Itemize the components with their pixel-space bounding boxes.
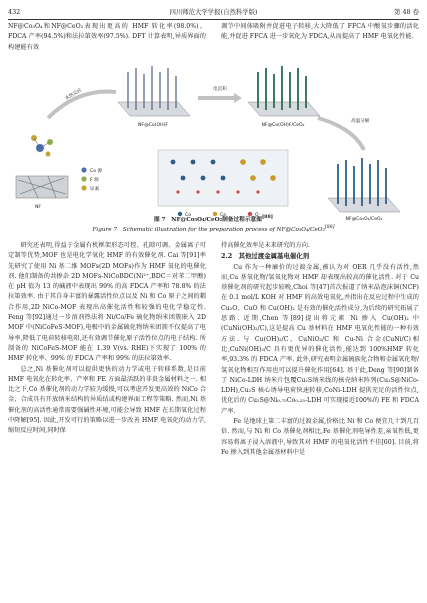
legend-label: Co: [185, 213, 192, 218]
material-label: NF@Co₃O₄/CeO₂: [345, 217, 383, 222]
volume-label: 第 48 卷: [394, 8, 419, 16]
step-label: 水热反应: [64, 88, 83, 102]
nanowire-array-icon: [118, 66, 190, 116]
legend: [81, 167, 102, 192]
top-right-text: [221, 22, 419, 43]
molecule-cluster: [31, 135, 53, 157]
crystal-lattice: [158, 150, 288, 206]
arrow-head: [234, 93, 242, 103]
paragraph: 调节中间体吸附并促进电子转移,大大降低了 FFCA 中酸氧步骤的活化能,并促进 FFCA 进一步氧化为 FDCA,从而提高了 HMF 电氧化性能.: [221, 23, 419, 41]
caption-en: Figure 7 Schematic illustration for the preparation process of NF@Co₃O₄/CeO₂[88]: [92, 225, 335, 234]
material-label: NF@Co(OH)F/CeO₂: [261, 123, 305, 128]
running-header: [8, 6, 419, 18]
page-number: 432: [8, 8, 21, 16]
right-column: [221, 241, 419, 458]
paragraph: 总之,Ni 基催化剂可以提供更快的动力学或电子转移系数,是目前 HMF 电氧化在转化率、产率和 FE 方面最活跃的非贵金属材料之一. 相比之下,Co 基催化剂的动力学较为缓慢,可以考虑开发更高效的 NiCo 合金、合成具有开放纳米结构的异质结或构建界面工程等策略. 然而,Ni 基催化剂的高活性通常需要强碱性环境,可能会导致 HMF 在长期氧化过程中降解[95]. 因此,开发可行的策略以进一步改善 HMF 电氧化的动力学,缩短反应时间,同时保: [8, 365, 206, 435]
paragraph: 持高催化效率是未来研究的方向.: [221, 242, 310, 249]
legend-label: Ce: [220, 213, 227, 218]
caption-zh: 图 7 NF@Co₃O₄/CeO₂制备过程示意图[88]: [153, 215, 274, 223]
left-column: [8, 241, 206, 437]
final-nanowire-icon: [328, 158, 400, 212]
step-label: 电沉积: [213, 87, 227, 92]
legend-marker: [81, 167, 86, 172]
paragraph: Cu 作为一种廉价的过渡金属,被认为对 OER 几乎没有活性,然而,Cu 基氧化物/氢氧化物对 HMF 却表现出较高的催化活性. 对于 Cu 基催化剂的研究起步较晚,Choi 等[47]首次报道了纳米晶泡沫铜(NCF)在 0.1 mol/L KOH 对 HMF 的高效电氧化,并指出在反应过程中生成的 Cu₂O、CuO 和 Cu(OH)₂ 是有效的催化活性成分,为后续的研究拓展了思路. 近期,Chen 等[89]提出将元素 Ni 掺入 Cu(OH)₂ 中(CuNi(OH)₂/C),这是提高 Cu 基材料在 HMF 电氧化性能的一种有效方法. 与 Cu(OH)₂/C、CuNiO₂/C 和 Cu-Ni 合金(CuNi/C)相比,CuNi(OH)₂/C 具有更优异的催化活性,能达到 100%HMF 转化率,93.3% 的 FDCA 产率. 此外,研究表明金属硫族化合物和金属氧化物/氢氧化物相互作用也可以提升催化作用[64]. 基于此,Deng 等[90]制备了 NiCo-LDH 纳米片包覆Cu₂S纳米线的核壳纳米阵列(Cu₂S@NiCo-LDH),Cu₂S 核心诱导电荷快速转移,CoNi-LDH 提供充足的活性位点,优化后的 Cu₂S@Ni₀.₇₅Co₀.₂₅-LDH 可实现接近100%的 FE 和 FDCA 产率.: [221, 263, 419, 415]
coated-nanowire-icon: [248, 66, 320, 116]
material-label: NF@Co(OH)F: [138, 123, 168, 128]
paragraph: Fe 是地球上第二丰富的过渡金属,价格比 Ni 和 Co 便宜几十到几百倍. 然而,与 Ni 和 Co 基催化剂相比,Fe 基催化剂电导性差,亲氧性低,更容易将离子浸入溶液中,导致其对 HMF 的电氧化活性不佳[60]. 目前,将 Fe 掺入到其他金属基材料中是: [221, 418, 419, 456]
arrow-icon: [48, 92, 116, 118]
step-label: 高温分解: [351, 119, 370, 124]
top-left-text: [8, 22, 206, 53]
figure-caption: [8, 214, 419, 235]
legend-label: F 源: [90, 178, 99, 183]
legend-label: O: [255, 213, 259, 218]
legend-marker: [81, 176, 86, 181]
legend-marker: [81, 185, 86, 190]
nf-foam-icon: [16, 176, 68, 198]
section-title: 2.2 其他过渡金属基电催化剂: [221, 252, 310, 261]
schematic-diagram: [8, 58, 419, 223]
legend-label: 尿素: [90, 187, 100, 192]
legend-label: Co 源: [90, 169, 103, 174]
header-rule: [8, 19, 419, 20]
journal-title: 四川师范大学学报(自然科学版): [169, 8, 258, 16]
figure-7: [8, 58, 419, 223]
nf-label: NF: [34, 205, 42, 210]
paragraph: 研究还表明,得益于金属有机框架形态可控、孔隙可调、金属离子可定制等优势,MOF 也是电化学氧化 HMF 的有效催化剂. Cai 等[91]率先研究了使用 Ni 基二维 MOFs(2D MOFs)作为 HMF 氧化的电催化剂. 他们制备的共掺杂 2D MOFs-NiCoBDC(Ni²⁺,BDC＝对苯二甲酸)在 pH 值为 13 的碱液中表现出 99% 的高 FDCA 产率和 78.8% 的法拉第效率. 由于其自身丰富的暴露活性位点以及 Ni 和 Co 原子之间的耦合作用,2D NiCo-MOF 表现出高催化活性和较强的电化学稳定性. Feng 等[92]通过一步溶剂热法将 Ni/Co/Fe 硫化物纳米团簇嵌入 2D MOF 中(NiCoFeS-MOF),电极中的金属硫化物纳米团簇不仅提高了电导率,降低了电荷转移电阻,还有效调节催化原子活性位点的电子结构. 所制备的 NiCoFeS-MOF 能在 1.39 V(vs. RHE)下实现了 100% 的 HMF 转化率、99% 的 FDCA 产率和 99% 的法拉第效率.: [8, 242, 206, 363]
paragraph: NF@Co₃O₄和NF@CeO₂表现出更高的 HMF 转化率(98.0%)、FDCA 产率(94.5%)和法拉第效率(97.5%). DFT 计算表明,异质界面的构建能有效: [8, 23, 206, 51]
